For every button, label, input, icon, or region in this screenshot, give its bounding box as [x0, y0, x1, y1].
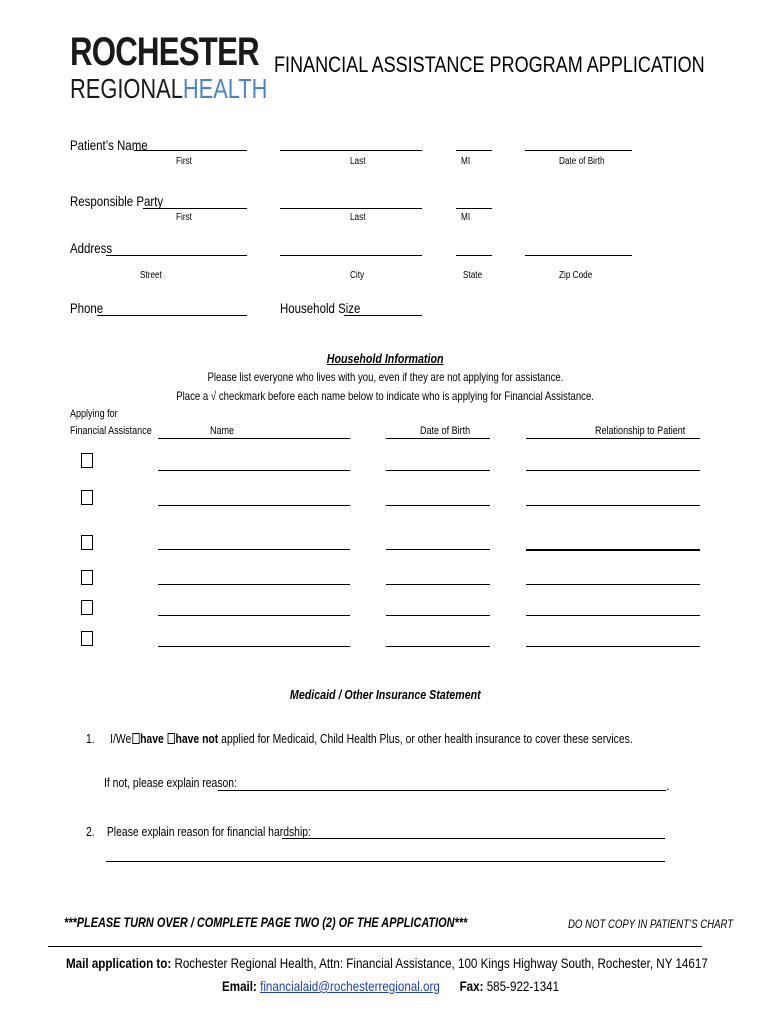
- applying-checkbox[interactable]: [81, 453, 93, 468]
- responsible-last-caption: Last: [350, 212, 366, 223]
- col-rel-header: Relationship to Patient: [595, 425, 686, 437]
- member-dob-field[interactable]: [386, 549, 490, 550]
- member-dob-field[interactable]: [386, 646, 490, 647]
- logo-line2: [70, 74, 267, 104]
- logo-health: HEALTH: [182, 73, 268, 104]
- address-street-caption: Street: [140, 270, 162, 281]
- member-name-field[interactable]: [158, 470, 350, 471]
- email-link[interactable]: financialaid@rochesterregional.org: [260, 978, 440, 994]
- insurance-item-1: [86, 731, 633, 746]
- explain-reason-period: .: [666, 778, 670, 793]
- patient-last-field[interactable]: [280, 150, 422, 151]
- applying-checkbox[interactable]: [81, 490, 93, 505]
- member-relationship-field[interactable]: [526, 470, 700, 471]
- col-applying-line1: Applying for: [70, 408, 118, 420]
- responsible-last-field[interactable]: [280, 208, 422, 209]
- hardship-field-line2[interactable]: [106, 861, 665, 862]
- patient-mi-caption: MI: [461, 156, 471, 167]
- fax-label: Fax:: [459, 978, 484, 994]
- applying-checkbox[interactable]: [81, 535, 93, 550]
- member-relationship-field[interactable]: [526, 584, 700, 585]
- address-zip-caption: Zip Code: [559, 270, 593, 281]
- address-street-field[interactable]: [106, 255, 247, 256]
- household-heading-wrap: [0, 350, 770, 368]
- phone-label: Phone: [70, 300, 104, 316]
- insurance-item-2: [86, 824, 311, 839]
- patient-name-label: Patient’s Name: [70, 137, 148, 153]
- household-size-field[interactable]: [344, 315, 422, 316]
- address-state-caption: State: [463, 270, 483, 281]
- applying-checkbox[interactable]: [81, 570, 93, 585]
- have-checkbox[interactable]: [132, 733, 139, 744]
- col-dob-header: Date of Birth: [420, 425, 471, 437]
- household-instr1-wrap: [0, 368, 770, 386]
- col-name-header: Name: [210, 425, 235, 437]
- household-size-label: Household Size: [280, 300, 361, 316]
- address-city-field[interactable]: [280, 255, 422, 256]
- responsible-first-field[interactable]: [143, 208, 247, 209]
- household-heading: Household Information: [326, 351, 444, 366]
- item1-we: I/We: [110, 731, 132, 746]
- member-dob-field[interactable]: [386, 470, 490, 471]
- email-label: Email:: [222, 978, 257, 994]
- patient-last-caption: Last: [350, 156, 366, 167]
- col-dob-rule: [386, 438, 490, 439]
- mail-address: Rochester Regional Health, Attn: Financial Assistance, 100 Kings Highway South, Rochester, NY 14617: [174, 955, 708, 971]
- responsible-party-label: Responsible Party: [70, 193, 164, 209]
- patient-dob-field[interactable]: [525, 150, 632, 151]
- explain-reason-label: If not, please explain reason:: [104, 775, 237, 790]
- insurance-heading: Medicaid / Other Insurance Statement: [289, 687, 481, 702]
- col-rel-rule: [526, 438, 700, 439]
- explain-reason-field[interactable]: [218, 790, 666, 791]
- household-instr2-wrap: [0, 387, 770, 405]
- patient-first-caption: First: [176, 156, 192, 167]
- item2-number: 2.: [86, 824, 95, 839]
- hardship-field-line1[interactable]: [282, 838, 665, 839]
- responsible-mi-field[interactable]: [456, 208, 492, 209]
- member-relationship-field[interactable]: [526, 505, 700, 506]
- applying-checkbox[interactable]: [81, 631, 93, 646]
- patient-first-field[interactable]: [134, 150, 247, 151]
- address-city-caption: City: [350, 270, 365, 281]
- responsible-first-caption: First: [176, 212, 192, 223]
- phone-field[interactable]: [97, 315, 247, 316]
- household-instructions-1: Please list everyone who lives with you, even if they are not applying for assistance.: [207, 370, 563, 384]
- member-name-field[interactable]: [158, 646, 350, 647]
- member-name-field[interactable]: [158, 584, 350, 585]
- contact-line: [222, 978, 559, 994]
- member-relationship-field[interactable]: [526, 549, 700, 551]
- item1-have-not: have not: [175, 731, 219, 746]
- col-applying-line2: Financial Assistance: [70, 425, 152, 437]
- responsible-mi-caption: MI: [461, 212, 471, 223]
- member-name-field[interactable]: [158, 615, 350, 616]
- turn-over-notice: ***PLEASE TURN OVER / COMPLETE PAGE TWO (2) OF THE APPLICATION***: [64, 914, 468, 930]
- item1-have: have: [140, 731, 164, 746]
- footer-divider: [48, 946, 702, 947]
- address-zip-field[interactable]: [525, 255, 632, 256]
- mail-label: Mail application to:: [66, 955, 172, 971]
- item2-text: Please explain reason for financial hardship:: [106, 824, 311, 839]
- insurance-heading-wrap: [0, 686, 770, 704]
- member-relationship-field[interactable]: [526, 646, 700, 647]
- member-name-field[interactable]: [158, 549, 350, 550]
- mail-line: [66, 955, 708, 971]
- address-label: Address: [70, 240, 113, 256]
- patient-mi-field[interactable]: [456, 150, 492, 151]
- item1-text: applied for Medicaid, Child Health Plus, or other health insurance to cover these services.: [221, 731, 633, 746]
- col-name-rule: [158, 438, 350, 439]
- household-instructions-2: Place a √ checkmark before each name below to indicate who is applying for Financial Assistance.: [176, 389, 594, 403]
- member-dob-field[interactable]: [386, 505, 490, 506]
- patient-dob-caption: Date of Birth: [559, 156, 605, 167]
- form-title: FINANCIAL ASSISTANCE PROGRAM APPLICATION: [274, 52, 705, 77]
- logo-regional: REGIONAL: [70, 73, 183, 104]
- logo-line1: ROCHESTER: [70, 30, 259, 74]
- member-dob-field[interactable]: [386, 584, 490, 585]
- applying-checkbox[interactable]: [81, 600, 93, 615]
- member-name-field[interactable]: [158, 505, 350, 506]
- fax-number: 585-922-1341: [486, 978, 560, 994]
- item1-number: 1.: [86, 731, 95, 746]
- have-not-checkbox[interactable]: [167, 733, 174, 744]
- do-not-copy-notice: DO NOT COPY IN PATIENT’S CHART: [568, 917, 734, 931]
- member-relationship-field[interactable]: [526, 615, 700, 616]
- member-dob-field[interactable]: [386, 615, 490, 616]
- address-state-field[interactable]: [456, 255, 492, 256]
